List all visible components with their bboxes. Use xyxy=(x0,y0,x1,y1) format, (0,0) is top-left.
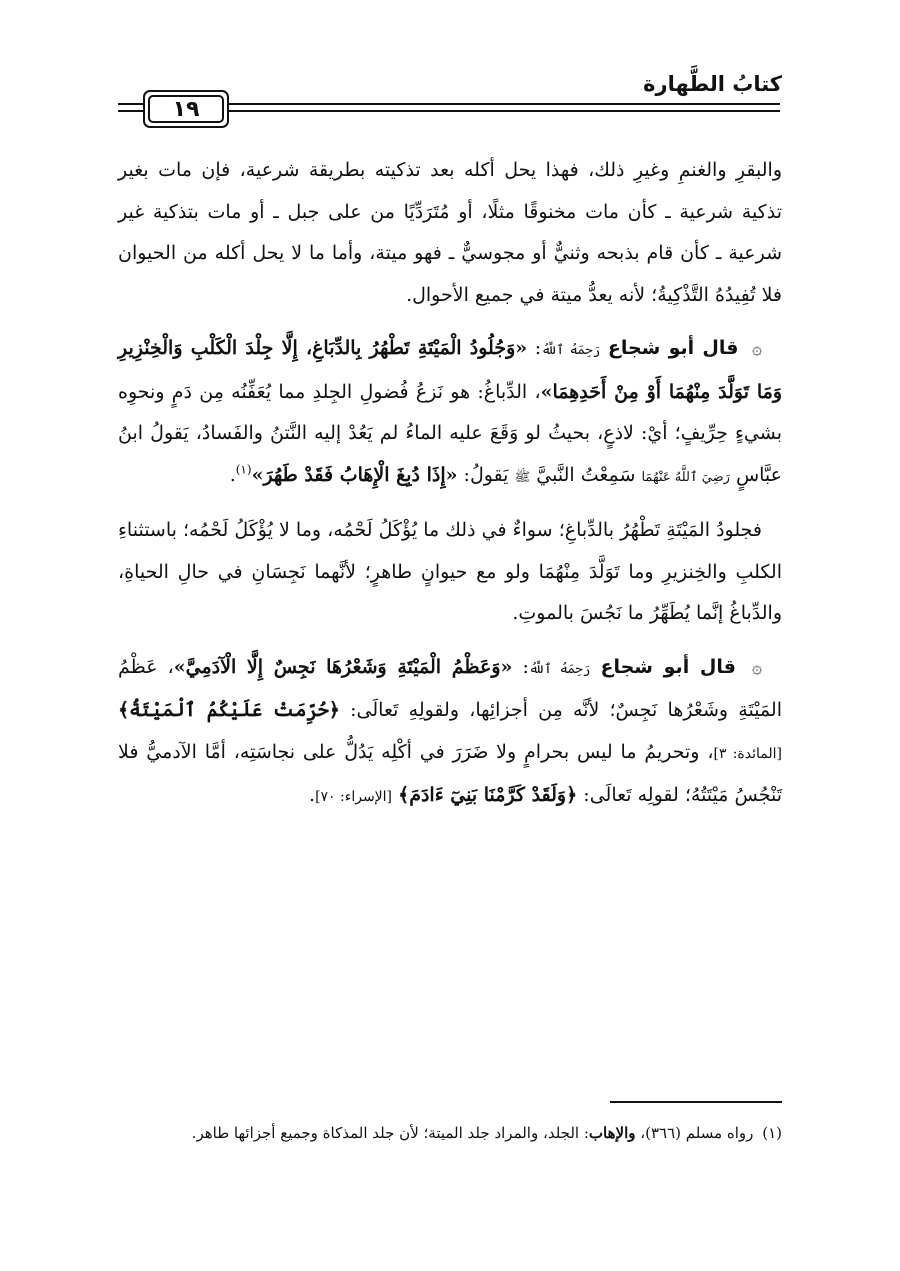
footnote-term: والإهاب xyxy=(588,1124,636,1142)
commentary-text: ، الدِّباغُ: هو نَزعُ فُضولِ الجِلدِ مما يُعَفِّنُه مِن دَمٍ ونحوِه بشيءٍ حِرِّيفٍ؛ أيْ: لاذعٍ، بحيثُ لو وَقَعَ عليه الماءُ لم يَعُدْ إليه النَّتنُ والفَسادُ، يَقولُ ابنُ عبَّاسٍ xyxy=(118,380,782,486)
period: . xyxy=(229,463,236,486)
footnote-marker[interactable]: (١) xyxy=(235,462,252,477)
page-number-frame xyxy=(143,90,229,128)
main-text xyxy=(118,150,782,831)
honorific: رَحِمَهُ ٱللَّهُ xyxy=(528,661,591,677)
quran-verse: ﴿وَلَقَدْ كَرَّمْنَا بَنِيٓ ءَادَمَ﴾ xyxy=(398,784,578,806)
period: . xyxy=(309,784,316,806)
footnote-text: : الجلد، والمراد جلد الميتة؛ لأن جلد المذكاة وجميع أجزائها طاهر. xyxy=(191,1124,589,1142)
verse-reference: [الإسراء: ٧٠] xyxy=(315,789,393,805)
commentary-text: يَقولُ: xyxy=(463,463,509,486)
author-name: قال أبو شجاع xyxy=(607,337,739,359)
commentary-text: ، وتحريمُ ما ليس بحرامٍ ولا ضَرَرَ في أكْلِه يَدُلُّ على نجاسَتِه، أمَّا الآدميُّ فلا تَنْجُسُ مَيْتَتُهُ؛ لقولِه تَعالَى: xyxy=(118,740,782,806)
matn-quote: «وَعَظْمُ الْمَيْتَةِ وَشَعْرُهَا نَجِسٌ إِلَّا الْآدَمِيَّ» xyxy=(173,655,513,678)
paragraph-1: والبقرِ والغنمِ وغيرِ ذلك، فهذا يحل أكله بعد تذكيته بطريقة شرعية، فإن مات بغير تذكية شرعية ـ كأن مات مخنوقًا مثلًا، أو مُتَرَدِّيًا من على جبل ـ أو مات بتذكية غير شرعية ـ كأن قام بذبحه وثنيٌّ أو مجوسيٌّ ـ فهو ميتة، وأما ما لا يحل أكله من الحيوان فلا تُفِيدُهُ التَّذْكِيةُ؛ لأنه يعدُّ ميتة في جميع الأحوال. xyxy=(118,159,782,306)
author-name: قال أبو شجاع xyxy=(600,655,736,678)
flower-ornament-icon: ۞ xyxy=(752,657,762,678)
paragraph-2 xyxy=(118,328,782,498)
hadith-quote: «إِذَا دُبِغَ الْإِهَابُ فَقَدْ طَهُرَ» xyxy=(251,463,458,486)
flower-ornament-icon: ۞ xyxy=(752,339,763,359)
verse-reference: [المائدة: ٣] xyxy=(713,745,782,762)
footnote-number: (١) xyxy=(762,1124,782,1142)
page-number: ١٩ xyxy=(148,95,224,123)
colon: : xyxy=(534,337,542,359)
honorific: رَحِمَهُ ٱللَّهُ xyxy=(541,343,601,358)
footnote-text: رواه مسلم (٣٦٦)، xyxy=(640,1124,754,1142)
honorific: رَضِيَ ٱللَّهُ عَنْهُمَا xyxy=(641,469,730,485)
running-header-title: كتابُ الطَّهارة xyxy=(643,72,782,96)
matn-quote: «وَجُلُودُ الْمَيْتَةِ تَطْهُرُ بِالدِّبَاغِ، إِلَّا جِلْدَ الْكَلْبِ وَالْخِنْزِيرِ وَمَا تَوَلَّدَ مِنْهُمَا أَوْ مِنْ أَحَدِهِمَا» xyxy=(118,337,782,403)
paragraph-3: فجلودُ المَيْتَةِ تَطْهُرُ بالدِّباغِ؛ سواءٌ في ذلك ما يُؤْكَلُ لَحْمُه، وما لا يُؤْكَلُ لَحْمُه؛ باستثناءِ الكلبِ والخِنزيرِ وما تَوَلَّدَ مِنْهُمَا ولو مع حيوانٍ طاهرٍ؛ لأنَّهما نَجِسَانِ في حالِ الحياةِ، والدِّباغُ إنَّما يُطَهِّرُ ما نَجُسَ بالموتِ. xyxy=(118,519,782,624)
paragraph-4 xyxy=(118,647,782,819)
quran-verse: ﴿حُرِّمَتْ عَلَيْكُمُ ٱلْمَيْتَةُ﴾ xyxy=(118,699,340,721)
commentary-text: ، عَظْمُ المَيْتَةِ وشَعْرُها نَجِسٌ؛ لأنَّه مِن أجزائِها، ولقولِهِ تَعالَى: xyxy=(118,655,782,721)
colon: : xyxy=(522,655,529,678)
commentary-text: سَمِعْتُ النَّبيَّ xyxy=(536,463,636,486)
footnote-separator xyxy=(610,1101,782,1103)
salawat-icon: ﷺ xyxy=(514,469,531,485)
footnote xyxy=(118,1118,782,1148)
